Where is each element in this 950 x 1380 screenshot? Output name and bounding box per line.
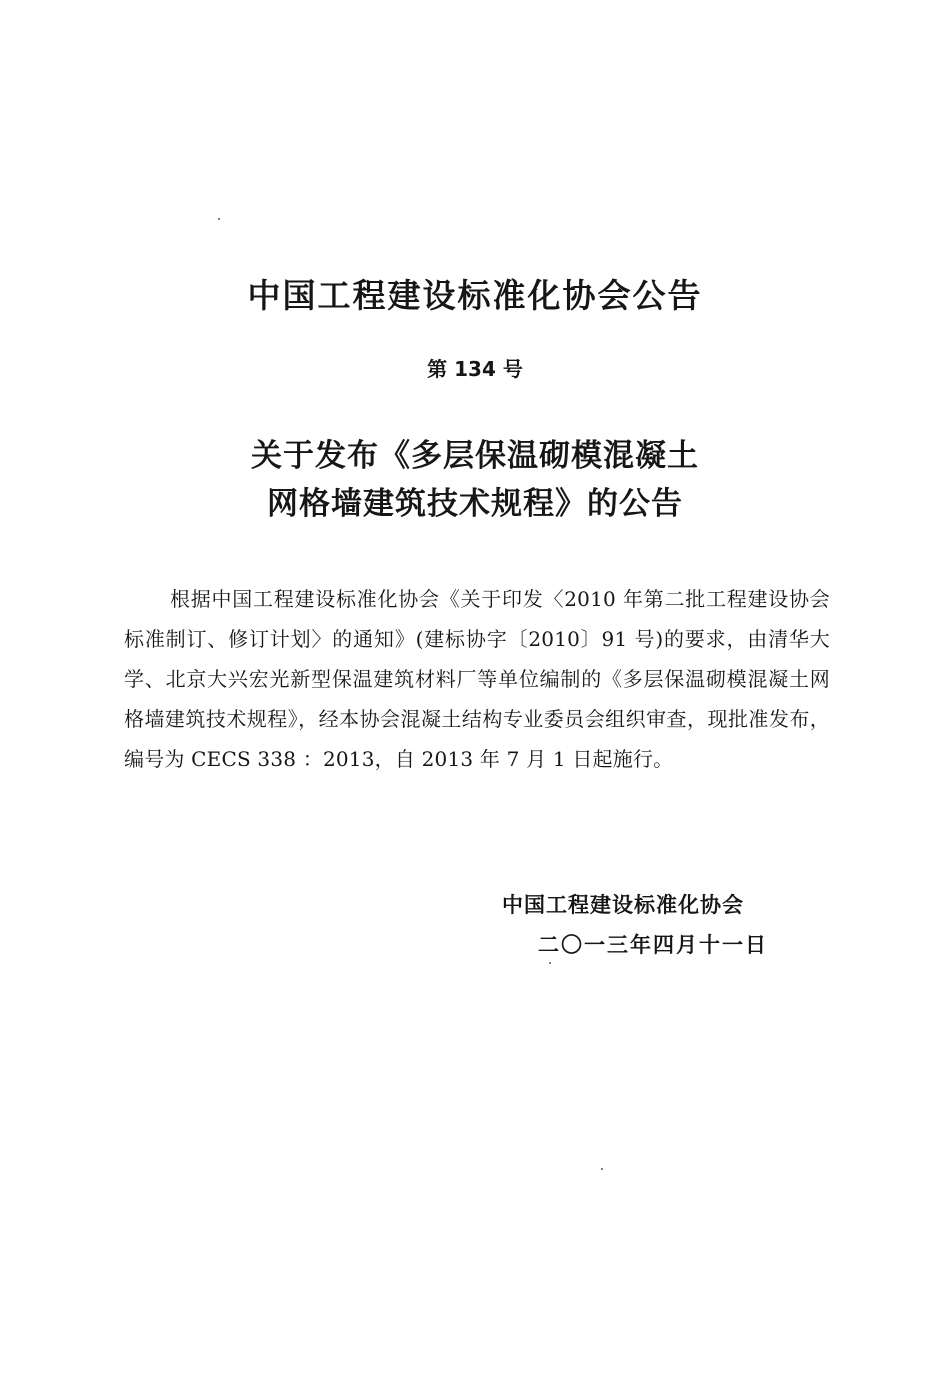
signature-date: 二〇一三年四月十一日 <box>538 933 768 957</box>
announcement-body: 根据中国工程建设标准化协会《关于印发〈2010 年第二批工程建设协会标准制订、修订计划〉的通知》(建标协字〔2010〕91 号)的要求，由清华大学、北京大兴宏光新型保温建筑材料厂等单位编制的《多层保温砌模混凝土网格墙建筑技术规程》，经本协会混凝土结构专业委员会组织审查，现批准发布，编号为 CECS 338 ：2013，自 2013 年 7 月 1 日起施行。 <box>124 587 830 771</box>
subject-title-line-2: 网格墙建筑技术规程》的公告 <box>267 486 683 522</box>
scan-speck <box>218 218 220 220</box>
scan-speck <box>601 1168 603 1170</box>
organization-title: 中国工程建设标准化协会公告 <box>247 276 703 315</box>
announcement-number: 第 134 号 <box>427 357 523 381</box>
scan-speck <box>549 962 551 964</box>
subject-title-line-1: 关于发布《多层保温砌模混凝土 <box>251 438 699 474</box>
signature-organization: 中国工程建设标准化协会 <box>502 893 744 917</box>
